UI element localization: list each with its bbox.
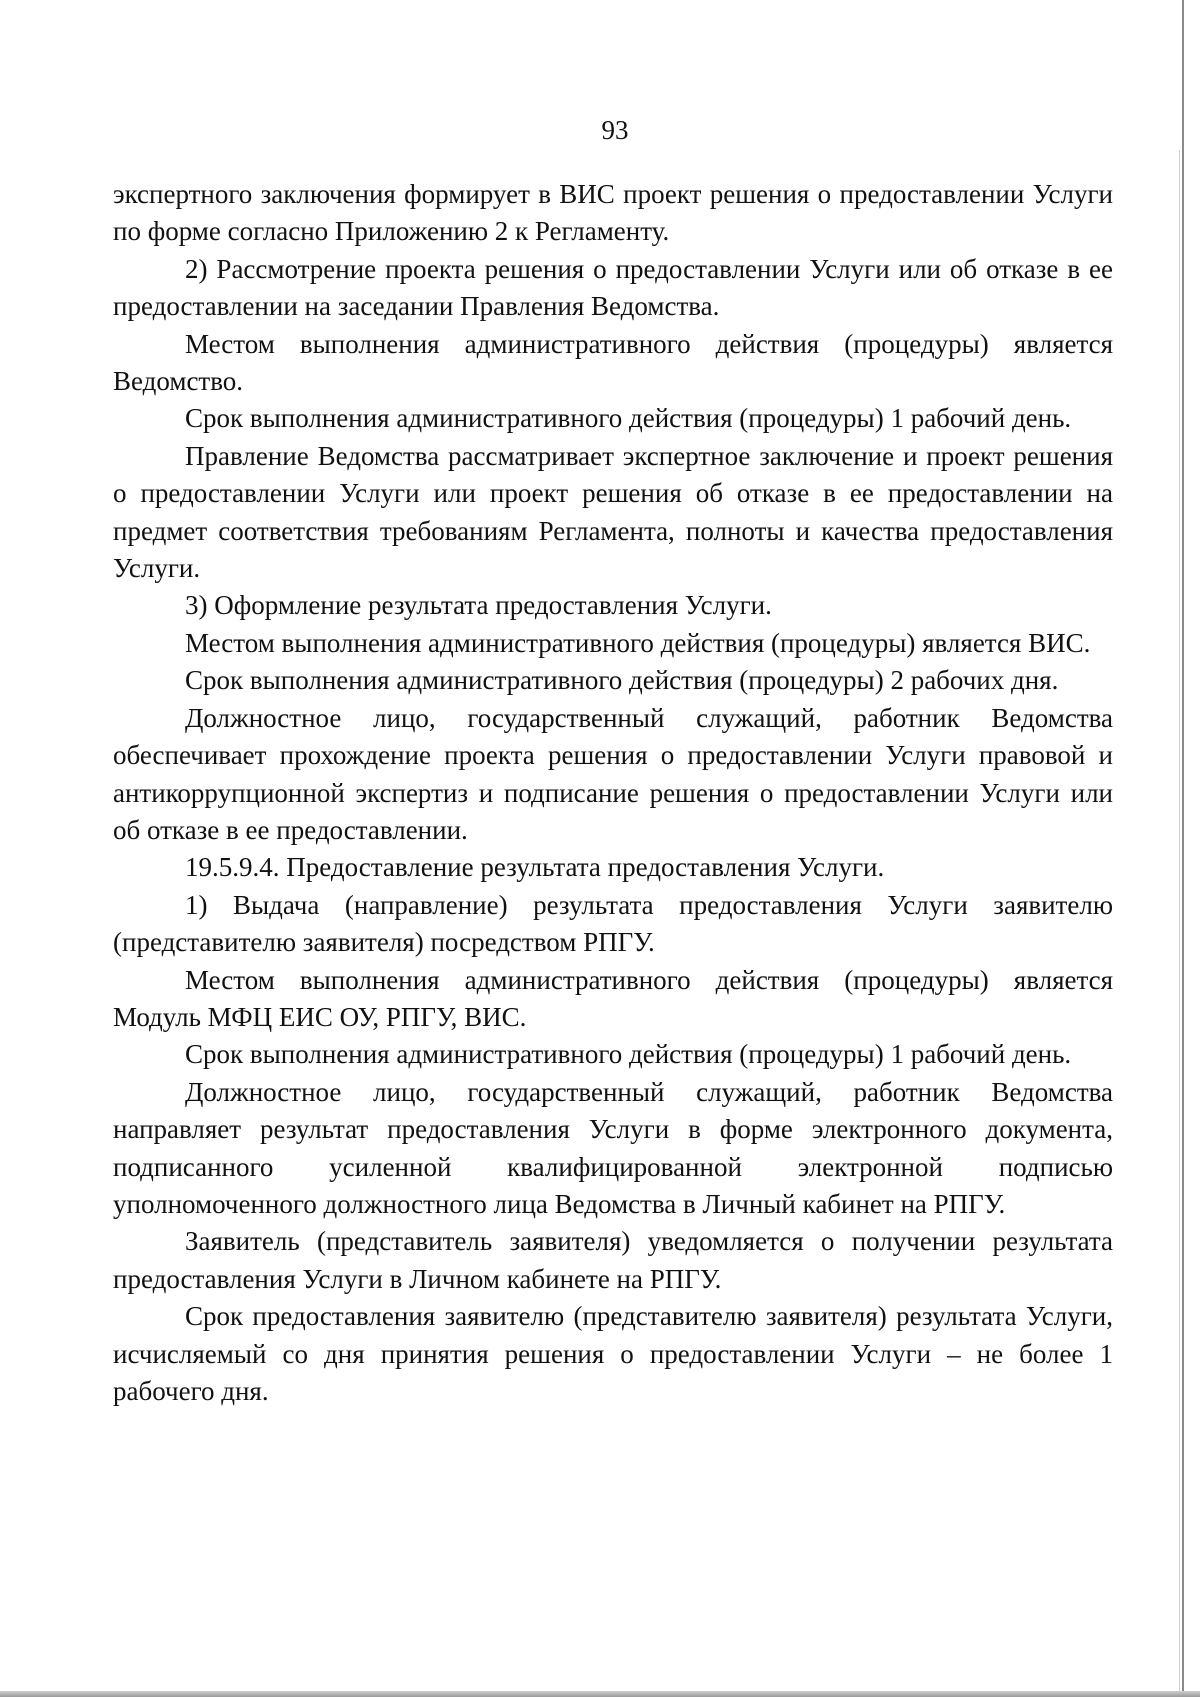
paragraph: Срок выполнения административного действия (процедуры) 2 рабочих дня. [185,665,1059,696]
paragraph: Срок выполнения административного действия (процедуры) 1 рабочий день. [185,403,1072,434]
page-number: 93 [601,115,629,145]
paragraph: Местом выполнения административного действия (процедуры) является ВИС. [185,627,1091,658]
page-edge-bottom [0,1691,1200,1697]
paragraph: Должностное лицо, государственный служащий, работник Ведомства обеспечивает прохождение проекта решения о предоставлении Услуги правовой и антикоррупционной экспертиз и подписание решения о предоставлении Услуги или об отказе в ее предоставлении. [113,702,1113,845]
paragraph: Срок предоставления заявителю (представителю заявителя) результата Услуги, исчисляемый со дня принятия решения о предоставлении Услуги – не более 1 рабочего дня. [113,1301,1113,1406]
page-edge-right [1182,0,1184,1697]
paragraph: экспертного заключения формирует в ВИС проект решения о предоставлении Услуги по форме согласно Приложению 2 к Регламенту. [113,179,1113,247]
paragraph: Срок выполнения административного действия (процедуры) 1 рабочий день. [185,1039,1072,1070]
document-body [113,176,1113,1410]
paragraph: Должностное лицо, государственный служащий, работник Ведомства направляет результат предоставления Услуги в форме электронного документа, подписанного усиленной квалифицированной электронной подписью уполномоченного должностного лица Ведомства в Личный кабинет на РПГУ. [113,1076,1113,1219]
paragraph: Заявитель (представитель заявителя) уведомляется о получении результата предоставления Услуги в Личном кабинете на РПГУ. [113,1226,1113,1294]
section-heading: 19.5.9.4. Предоставление результата предоставления Услуги. [185,852,885,883]
paragraph: Местом выполнения административного действия (процедуры) является Ведомство. [113,328,1113,397]
paragraph: 2) Рассмотрение проекта решения о предоставлении Услуги или об отказе в ее предоставлении на заседании Правления Ведомства. [113,253,1113,322]
page-edge-shadow [1179,150,1180,1697]
paragraph: 1) Выдача (направление) результата предоставления Услуги заявителю (представителю заявителя) посредством РПГУ. [113,889,1113,958]
paragraph: Правление Ведомства рассматривает экспертное заключение и проект решения о предоставлении Услуги или проект решения об отказе в ее предоставлении на предмет соответствия требованиям Регламента, полноты и качества предоставления Услуги. [113,440,1113,584]
paragraph: 3) Оформление результата предоставления Услуги. [185,590,772,621]
paragraph: Местом выполнения административного действия (процедуры) является Модуль МФЦ ЕИС ОУ, РПГУ, ВИС. [113,964,1113,1032]
